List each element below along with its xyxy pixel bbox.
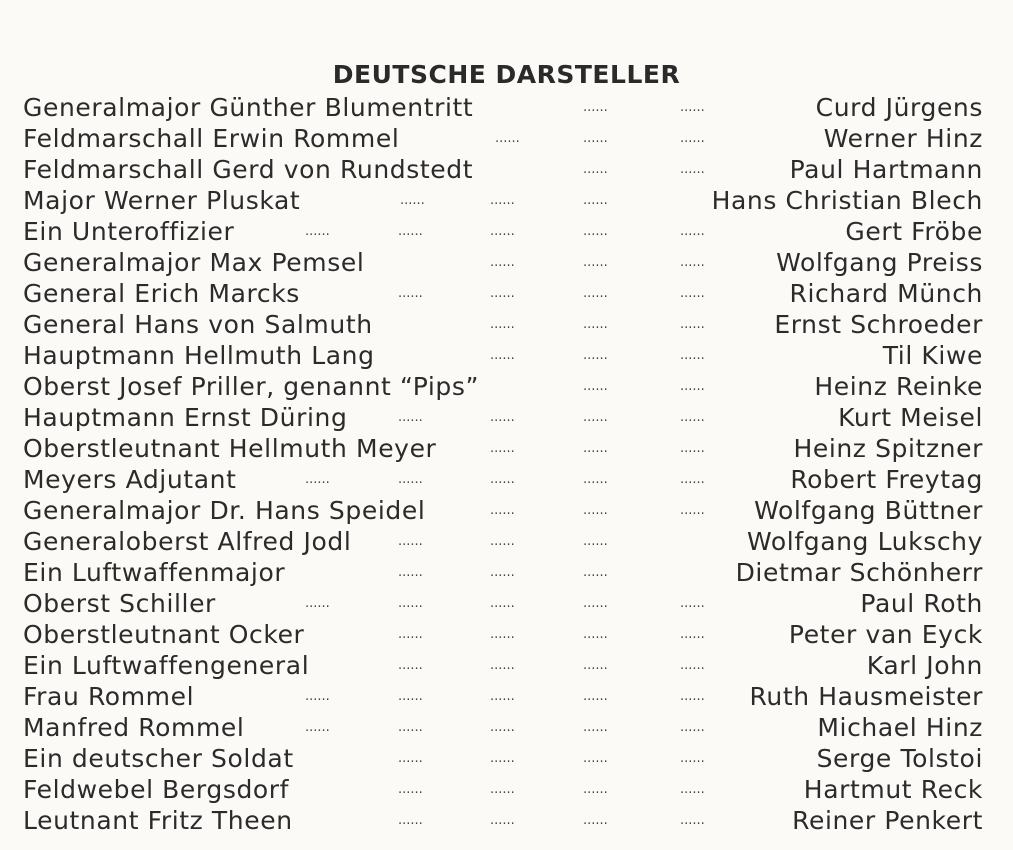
cast-actor: Kurt Meisel: [838, 403, 983, 432]
leader-dots: ......: [583, 441, 608, 456]
leader-dots: ......: [398, 689, 423, 704]
leader-dots: ......: [680, 441, 705, 456]
leader-dots: ......: [400, 193, 425, 208]
cast-role: Major Werner Pluskat: [23, 186, 301, 215]
cast-row: [0, 247, 1013, 278]
leader-dots: ......: [680, 100, 705, 115]
cast-actor: Werner Hinz: [823, 124, 983, 153]
leader-dots: ......: [398, 813, 423, 828]
cast-row: [0, 650, 1013, 681]
leader-dots: ......: [680, 596, 705, 611]
leader-dots: ......: [398, 596, 423, 611]
cast-row: [0, 433, 1013, 464]
cast-role: General Hans von Salmuth: [23, 310, 373, 339]
leader-dots: ......: [490, 565, 515, 580]
cast-row: [0, 588, 1013, 619]
cast-role: Feldmarschall Gerd von Rundstedt: [23, 155, 474, 184]
leader-dots: ......: [583, 503, 608, 518]
cast-actor: Karl John: [866, 651, 983, 680]
cast-actor: Wolfgang Lukschy: [747, 527, 983, 556]
leader-dots: ......: [490, 627, 515, 642]
leader-dots: ......: [490, 317, 515, 332]
leader-dots: ......: [490, 255, 515, 270]
leader-dots: ......: [398, 720, 423, 735]
cast-role: Ein Luftwaffengeneral: [23, 651, 310, 680]
cast-row: [0, 743, 1013, 774]
leader-dots: ......: [680, 627, 705, 642]
leader-dots: ......: [680, 751, 705, 766]
cast-row: [0, 92, 1013, 123]
leader-dots: ......: [490, 596, 515, 611]
cast-role: Generalmajor Max Pemsel: [23, 248, 365, 277]
cast-row: [0, 712, 1013, 743]
cast-row: [0, 340, 1013, 371]
leader-dots: ......: [680, 224, 705, 239]
leader-dots: ......: [490, 224, 515, 239]
leader-dots: ......: [398, 534, 423, 549]
cast-role: Frau Rommel: [23, 682, 195, 711]
leader-dots: ......: [583, 224, 608, 239]
leader-dots: ......: [680, 131, 705, 146]
cast-role: Generaloberst Alfred Jodl: [23, 527, 352, 556]
cast-role: Oberstleutnant Hellmuth Meyer: [23, 434, 437, 463]
cast-row: [0, 185, 1013, 216]
cast-row: [0, 557, 1013, 588]
leader-dots: ......: [490, 813, 515, 828]
cast-actor: Serge Tolstoi: [816, 744, 983, 773]
cast-actor: Michael Hinz: [817, 713, 983, 742]
leader-dots: ......: [583, 100, 608, 115]
cast-actor: Paul Roth: [860, 589, 983, 618]
cast-role: Oberstleutnant Ocker: [23, 620, 305, 649]
cast-role: Ein Unteroffizier: [23, 217, 235, 246]
cast-actor: Wolfgang Büttner: [754, 496, 983, 525]
leader-dots: ......: [398, 286, 423, 301]
leader-dots: ......: [680, 658, 705, 673]
leader-dots: ......: [583, 472, 608, 487]
leader-dots: ......: [305, 596, 330, 611]
cast-row: [0, 123, 1013, 154]
cast-actor: Ruth Hausmeister: [749, 682, 983, 711]
cast-role: Hauptmann Ernst Düring: [23, 403, 348, 432]
leader-dots: ......: [680, 379, 705, 394]
leader-dots: ......: [490, 441, 515, 456]
leader-dots: ......: [680, 162, 705, 177]
leader-dots: ......: [490, 658, 515, 673]
cast-role: Generalmajor Dr. Hans Speidel: [23, 496, 426, 525]
cast-role: Hauptmann Hellmuth Lang: [23, 341, 375, 370]
cast-role: Feldmarschall Erwin Rommel: [23, 124, 400, 153]
leader-dots: ......: [680, 720, 705, 735]
cast-row: [0, 216, 1013, 247]
leader-dots: ......: [490, 782, 515, 797]
leader-dots: ......: [680, 472, 705, 487]
cast-row: [0, 805, 1013, 836]
cast-role: Generalmajor Günther Blumentritt: [23, 93, 474, 122]
leader-dots: ......: [583, 565, 608, 580]
cast-row: [0, 464, 1013, 495]
cast-actor: Richard Münch: [789, 279, 983, 308]
leader-dots: ......: [490, 503, 515, 518]
leader-dots: ......: [495, 131, 520, 146]
cast-list: [0, 92, 1013, 836]
leader-dots: ......: [583, 813, 608, 828]
leader-dots: ......: [398, 565, 423, 580]
cast-role: Leutnant Fritz Theen: [23, 806, 293, 835]
cast-actor: Curd Jürgens: [815, 93, 983, 122]
cast-row: [0, 495, 1013, 526]
leader-dots: ......: [583, 658, 608, 673]
cast-actor: Robert Freytag: [790, 465, 983, 494]
leader-dots: ......: [583, 379, 608, 394]
leader-dots: ......: [398, 751, 423, 766]
leader-dots: ......: [583, 534, 608, 549]
leader-dots: ......: [680, 410, 705, 425]
cast-actor: Hans Christian Blech: [711, 186, 983, 215]
leader-dots: ......: [305, 689, 330, 704]
cast-row: [0, 154, 1013, 185]
cast-row: [0, 402, 1013, 433]
cast-role: Manfred Rommel: [23, 713, 245, 742]
leader-dots: ......: [305, 472, 330, 487]
cast-actor: Paul Hartmann: [789, 155, 983, 184]
leader-dots: ......: [490, 348, 515, 363]
leader-dots: ......: [490, 720, 515, 735]
leader-dots: ......: [398, 658, 423, 673]
cast-row: [0, 526, 1013, 557]
cast-row: [0, 619, 1013, 650]
cast-role: Ein Luftwaffenmajor: [23, 558, 286, 587]
cast-role: Meyers Adjutant: [23, 465, 237, 494]
leader-dots: ......: [583, 751, 608, 766]
leader-dots: ......: [583, 131, 608, 146]
leader-dots: ......: [305, 720, 330, 735]
cast-role: Oberst Josef Priller, genannt “Pips”: [23, 372, 480, 401]
leader-dots: ......: [680, 689, 705, 704]
cast-actor: Heinz Spitzner: [793, 434, 983, 463]
cast-role: General Erich Marcks: [23, 279, 300, 308]
cast-role: Oberst Schiller: [23, 589, 216, 618]
cast-actor: Heinz Reinke: [814, 372, 983, 401]
leader-dots: ......: [583, 720, 608, 735]
cast-actor: Reiner Penkert: [792, 806, 983, 835]
cast-actor: Dietmar Schönherr: [735, 558, 983, 587]
leader-dots: ......: [680, 503, 705, 518]
leader-dots: ......: [583, 410, 608, 425]
cast-row: [0, 681, 1013, 712]
leader-dots: ......: [583, 193, 608, 208]
cast-row: [0, 371, 1013, 402]
cast-actor: Til Kiwe: [882, 341, 983, 370]
leader-dots: ......: [490, 534, 515, 549]
leader-dots: ......: [398, 782, 423, 797]
cast-actor: Wolfgang Preiss: [776, 248, 983, 277]
leader-dots: ......: [305, 224, 330, 239]
cast-actor: Hartmut Reck: [803, 775, 983, 804]
leader-dots: ......: [490, 472, 515, 487]
leader-dots: ......: [583, 348, 608, 363]
leader-dots: ......: [490, 193, 515, 208]
leader-dots: ......: [583, 689, 608, 704]
leader-dots: ......: [490, 286, 515, 301]
leader-dots: ......: [680, 348, 705, 363]
cast-row: [0, 278, 1013, 309]
cast-actor: Gert Fröbe: [845, 217, 983, 246]
leader-dots: ......: [398, 472, 423, 487]
leader-dots: ......: [398, 410, 423, 425]
cast-role: Feldwebel Bergsdorf: [23, 775, 290, 804]
cast-row: [0, 774, 1013, 805]
page-title: DEUTSCHE DARSTELLER: [332, 60, 681, 89]
leader-dots: ......: [583, 627, 608, 642]
leader-dots: ......: [583, 286, 608, 301]
leader-dots: ......: [680, 782, 705, 797]
cast-actor: Ernst Schroeder: [774, 310, 983, 339]
leader-dots: ......: [680, 317, 705, 332]
leader-dots: ......: [680, 813, 705, 828]
cast-actor: Peter van Eyck: [788, 620, 983, 649]
leader-dots: ......: [490, 410, 515, 425]
leader-dots: ......: [583, 596, 608, 611]
leader-dots: ......: [583, 317, 608, 332]
cast-row: [0, 309, 1013, 340]
leader-dots: ......: [583, 162, 608, 177]
leader-dots: ......: [680, 255, 705, 270]
leader-dots: ......: [398, 224, 423, 239]
leader-dots: ......: [680, 286, 705, 301]
cast-role: Ein deutscher Soldat: [23, 744, 294, 773]
leader-dots: ......: [583, 255, 608, 270]
leader-dots: ......: [398, 627, 423, 642]
leader-dots: ......: [490, 689, 515, 704]
leader-dots: ......: [583, 782, 608, 797]
leader-dots: ......: [490, 751, 515, 766]
